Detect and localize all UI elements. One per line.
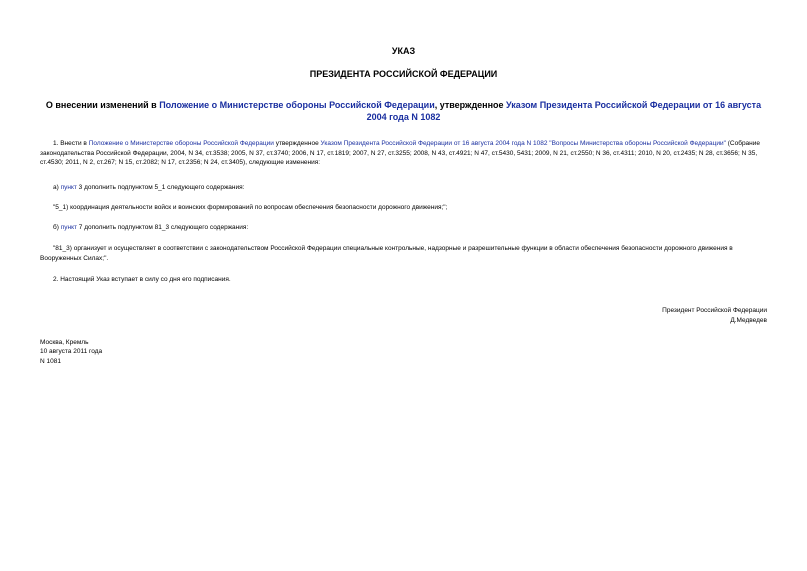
subject-middle: , утвержденное xyxy=(434,100,507,110)
signatory-name: Д.Медведев xyxy=(730,317,767,324)
issuer-title: ПРЕЗИДЕНТА РОССИЙСКОЙ ФЕДЕРАЦИИ xyxy=(309,69,498,79)
pb-prefix: б) xyxy=(53,224,61,231)
p1-link-regulation[interactable]: Положение о Министерстве обороны Российской Федерации xyxy=(88,140,274,147)
p1-suffix: (Собрание законодательства Российской Федерации, 2004, N 34, ст.3538; 2005, N 37, ст.3740; 2006, N 17, ст.1819; 2007, N 27, ст.3255; 2008, N 43, ст.4921; N 47, ст.5430, 5431; 2009, N 21, ст.2550; N 36, ст.4311; 2010, N 20, ст.2435; N 28, ст.3656; N 35, ст.4530; 2011, N 2, ст.267; N 15, ст.2082; N 17, ст.2356; N 24, ст.3405), следующие изменения: xyxy=(40,140,761,167)
signatory-position: Президент Российской Федерации xyxy=(662,307,767,314)
paragraph-a xyxy=(40,183,769,193)
paragraph-2: 2. Настоящий Указ вступает в силу со дня его подписания. xyxy=(53,276,231,283)
subject-prefix: О внесении изменений в xyxy=(45,100,160,110)
document-number: N 1081 xyxy=(40,358,61,365)
pa-prefix: а) xyxy=(53,184,61,191)
document-subject xyxy=(40,99,767,123)
subject-link-decree[interactable]: Указом Президента Российской Федерации от 16 августа 2004 года N 1082 xyxy=(366,100,762,122)
pa-link-point[interactable]: пункт xyxy=(60,184,77,191)
paragraph-1 xyxy=(40,139,769,168)
p1-middle: утвержденное xyxy=(273,140,321,147)
signing-place: Москва, Кремль xyxy=(40,339,89,346)
pb-suffix: 7 дополнить подпунктом 81_3 следующего содержания: xyxy=(76,224,249,231)
signing-date: 10 августа 2011 года xyxy=(40,348,103,355)
pa-suffix: 3 дополнить подпунктом 5_1 следующего содержания: xyxy=(76,184,245,191)
pb-link-point[interactable]: пункт xyxy=(60,224,77,231)
subject-link-regulation[interactable]: Положение о Министерстве обороны Российской Федерации xyxy=(159,100,435,110)
p1-link-decree[interactable]: Указом Президента Российской Федерации от 16 августа 2004 года N 1082 "Вопросы Министерства обороны Российской Федерации" xyxy=(320,140,726,147)
paragraph-b-text: "81_3) организует и осуществляет в соответствии с законодательством Российской Федерации специальные контрольные, надзорные и разрешительные функции в области обеспечения безопасности дорожного движения в Вооруженных Силах;". xyxy=(40,245,733,262)
p1-prefix: 1. Внести в xyxy=(53,140,89,147)
paragraph-a-text: "5_1) координация деятельности войск и воинских формирований по вопросам обеспечения безопасности дорожного движения;"; xyxy=(53,204,448,211)
document-type-title: УКАЗ xyxy=(391,46,416,56)
paragraph-b xyxy=(40,223,769,233)
